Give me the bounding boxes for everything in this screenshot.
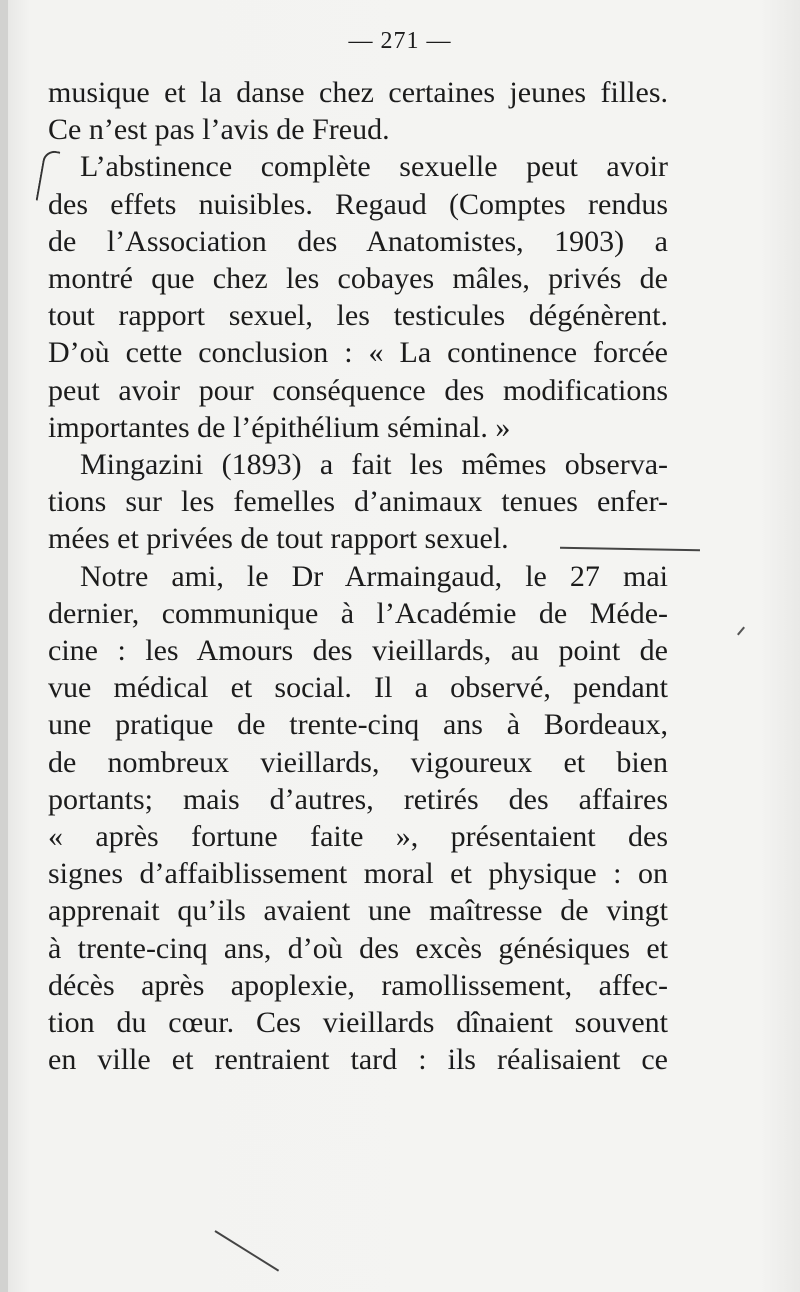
body-text: [48, 74, 668, 1078]
text-line: tion du cœur. Ces vieillards dînaient souvent: [48, 1006, 668, 1040]
text-line: apprenait qu’ils avaient une maîtresse de vingt: [48, 894, 668, 928]
text-line: vue médical et social. Il a observé, pendant: [48, 671, 668, 705]
text-line: à trente-cinq ans, d’où des excès génésiques et: [48, 931, 668, 965]
text-line: « après fortune faite », présentaient des: [48, 820, 668, 854]
text-line: montré que chez les cobayes mâles, privés de: [48, 262, 668, 296]
text-line: Notre ami, le Dr Armaingaud, le 27 mai: [80, 559, 668, 593]
text-line: des effets nuisibles. Regaud (Comptes rendus: [48, 187, 668, 221]
text-line: L’abstinence complète sexuelle peut avoir: [80, 150, 668, 184]
page-number: — 271 —: [348, 28, 452, 54]
text-line: en ville et rentraient tard : ils réalisaient ce: [48, 1043, 668, 1077]
text-line: Ce n’est pas l’avis de Freud.: [48, 113, 390, 147]
text-line: une pratique de trente-cinq ans à Bordeaux,: [48, 708, 668, 742]
pencil-stroke-mark: [214, 1230, 279, 1271]
text-line: Mingazini (1893) a fait les mêmes observa-: [80, 448, 668, 482]
text-line: importantes de l’épithélium séminal. »: [48, 410, 511, 444]
text-line: signes d’affaiblissement moral et physique : on: [48, 857, 668, 891]
text-line: portants; mais d’autres, retirés des affaires: [48, 782, 668, 816]
page-gutter-edge: [0, 0, 8, 1292]
text-line: cine : les Amours des vieillards, au point de: [48, 634, 668, 668]
text-line: mées et privées de tout rapport sexuel.: [48, 522, 509, 556]
pencil-tick-mark: [737, 627, 745, 636]
text-line: de l’Association des Anatomistes, 1903) a: [48, 224, 668, 258]
text-line: dernier, communique à l’Académie de Méde-: [48, 596, 668, 630]
text-line: décès après apoplexie, ramollissement, affec-: [48, 968, 668, 1002]
text-line: tions sur les femelles d’animaux tenues enfer-: [48, 485, 668, 519]
text-line: musique et la danse chez certaines jeunes filles.: [48, 76, 668, 109]
text-line: D’où cette conclusion : « La continence forcée: [48, 336, 668, 370]
text-line: peut avoir pour conséquence des modifications: [48, 373, 668, 407]
text-line: tout rapport sexuel, les testicules dégénèrent.: [48, 299, 668, 333]
text-line: de nombreux vieillards, vigoureux et bien: [48, 745, 668, 779]
